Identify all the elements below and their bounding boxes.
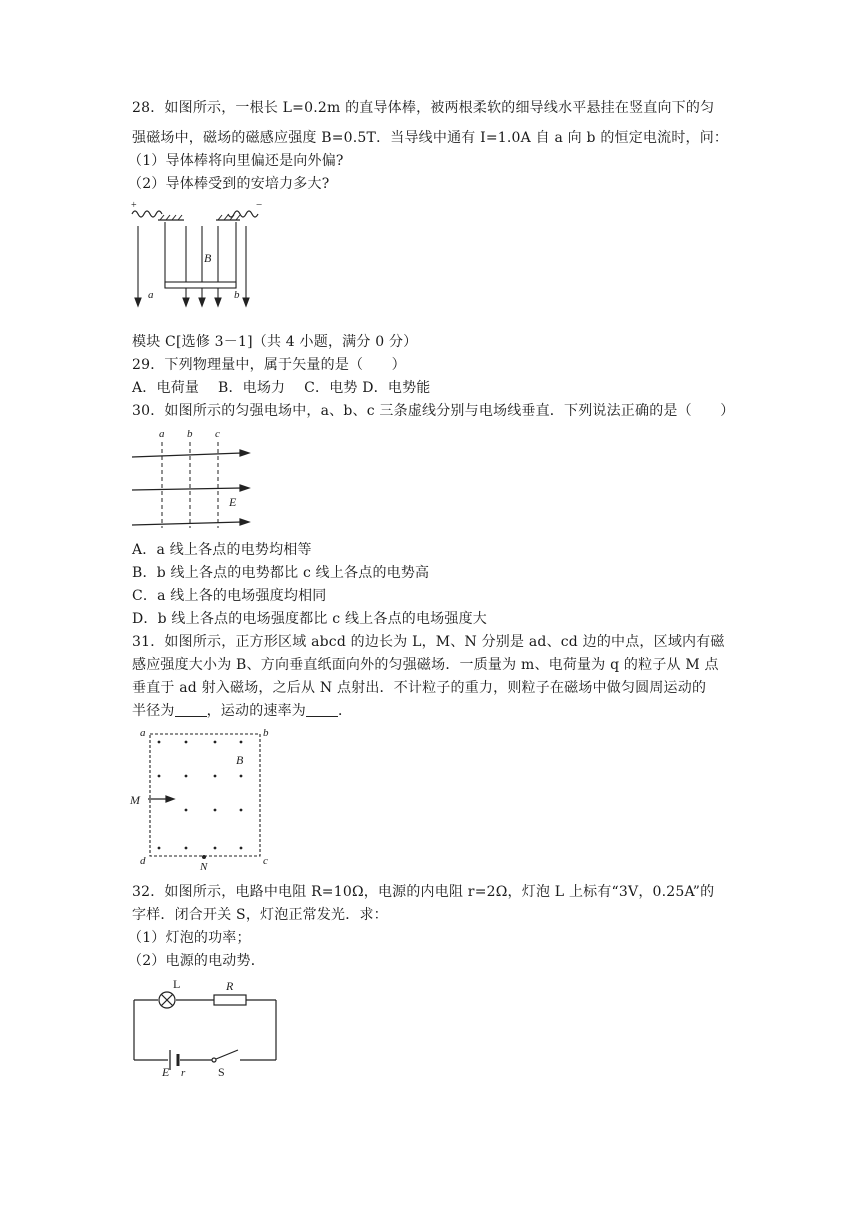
minus-terminal-label: − (256, 199, 263, 211)
q31-speed-prompt: ，运动的速率为 (206, 703, 307, 719)
square-abcd (150, 734, 260, 856)
q31-square-field-figure (128, 724, 274, 872)
q32-sub-question-2: （2）电源的电动势． (128, 953, 265, 969)
corner-c-label: c (263, 855, 268, 867)
q30-electric-field-figure (128, 424, 252, 532)
q30-option-c: C．a 线上各的电场强度均相同 (132, 588, 327, 604)
module-c-heading: 模块 C[选修 3－1]（共 4 小题，满分 0 分） (132, 334, 418, 350)
q32-circuit-diagram (128, 976, 284, 1078)
q28-sub-question-2: （2）导体棒受到的安培力多大? (128, 176, 330, 192)
circuit-wires (134, 1000, 276, 1060)
corner-a-label: a (140, 727, 146, 739)
q31-stem-line4 (132, 701, 352, 721)
resistor-symbol (214, 995, 246, 1005)
q31-stem-line3: 垂直于 ad 射入磁场，之后从 N 点射出．不计粒子的重力，则粒子在磁场中做匀圆周运动的 (132, 680, 707, 696)
particle-velocity-arrow (148, 796, 174, 802)
line-c-label: c (215, 428, 220, 440)
internal-r-label: r (181, 1067, 186, 1078)
field-B-label: B (236, 753, 244, 767)
q30-option-a: A．a 线上各点的电势均相等 (132, 542, 312, 558)
q31-stem-line2: 感应强度大小为 B、方向垂直纸面向外的匀强磁场．一质量为 m、电荷量为 q 的粒子从 M 点 (132, 657, 719, 673)
q30-option-b: B．b 线上各点的电势都比 c 线上各点的电势高 (132, 565, 430, 581)
speed-answer-blank (306, 702, 338, 717)
point-N-label: N (200, 861, 208, 872)
point-M-label: M (130, 793, 140, 807)
switch-S-label: S (218, 1065, 225, 1078)
q32-stem-line2: 字样．闭合开关 S，灯泡正常发光．求： (132, 907, 388, 923)
plus-terminal-label: + (131, 200, 137, 211)
lamp-L-label: L (173, 977, 181, 991)
point-N-marker (202, 855, 206, 859)
q29-options: A．电荷量 B．电场力 C．电势 D．电势能 (132, 380, 431, 396)
q31-radius-prompt: 半径为 (132, 703, 175, 719)
q31-line-end: ． (338, 703, 353, 719)
corner-d-label: d (140, 855, 146, 867)
conductor-rod (165, 282, 236, 288)
q32-stem-line1: 32．如图所示，电路中电阻 R=10Ω，电源的内电阻 r=2Ω，灯泡 L 上标有“3V，0.25A”的 (132, 884, 715, 900)
q28-hanging-rod-figure (128, 198, 268, 310)
q28-stem-line1: 28．如图所示，一根长 L=0.2m 的直导体棒，被两根柔软的细导线水平悬挂在竖直向下的匀 (132, 100, 715, 116)
left-coil-wire (132, 211, 162, 217)
field-E-label: E (229, 495, 237, 509)
q28-stem-line2: 强磁场中，磁场的磁感应强度 B=0.5T．当导线中通有 I=1.0A 自 a 向 b 的恒定电流时，问： (132, 130, 729, 146)
radius-answer-blank (175, 702, 207, 717)
resistor-R-label: R (226, 979, 234, 993)
end-a-label: a (148, 289, 154, 301)
switch-symbol (212, 1050, 238, 1062)
q30-option-d: D．b 线上各点的电场强度都比 c 线上各点的电场强度大 (132, 611, 487, 627)
line-b-label: b (187, 428, 193, 440)
q29-stem: 29．下列物理量中，属于矢量的是（ ） (132, 357, 406, 373)
field-B-label: B (204, 251, 212, 265)
left-support-hatch (160, 215, 182, 220)
q30-stem: 30．如图所示的匀强电场中，a、b、c 三条虚线分别与电场线垂直．下列说法正确的是（ ） (132, 403, 735, 419)
q28-sub-question-1: （1）导体棒将向里偏还是向外偏? (128, 153, 344, 169)
line-a-label: a (159, 428, 165, 440)
q32-sub-question-1: （1）灯泡的功率； (128, 930, 251, 946)
field-out-of-page-dots (158, 741, 243, 850)
corner-b-label: b (263, 727, 269, 739)
q31-stem-line1: 31．如图所示，正方形区域 abcd 的边长为 L，M、N 分别是 ad、cd 边的中点，区域内有磁 (132, 634, 725, 650)
lamp-symbol (159, 992, 175, 1008)
battery-symbol (170, 1050, 178, 1070)
emf-E-label: E (162, 1065, 170, 1078)
end-b-label: b (234, 289, 240, 301)
